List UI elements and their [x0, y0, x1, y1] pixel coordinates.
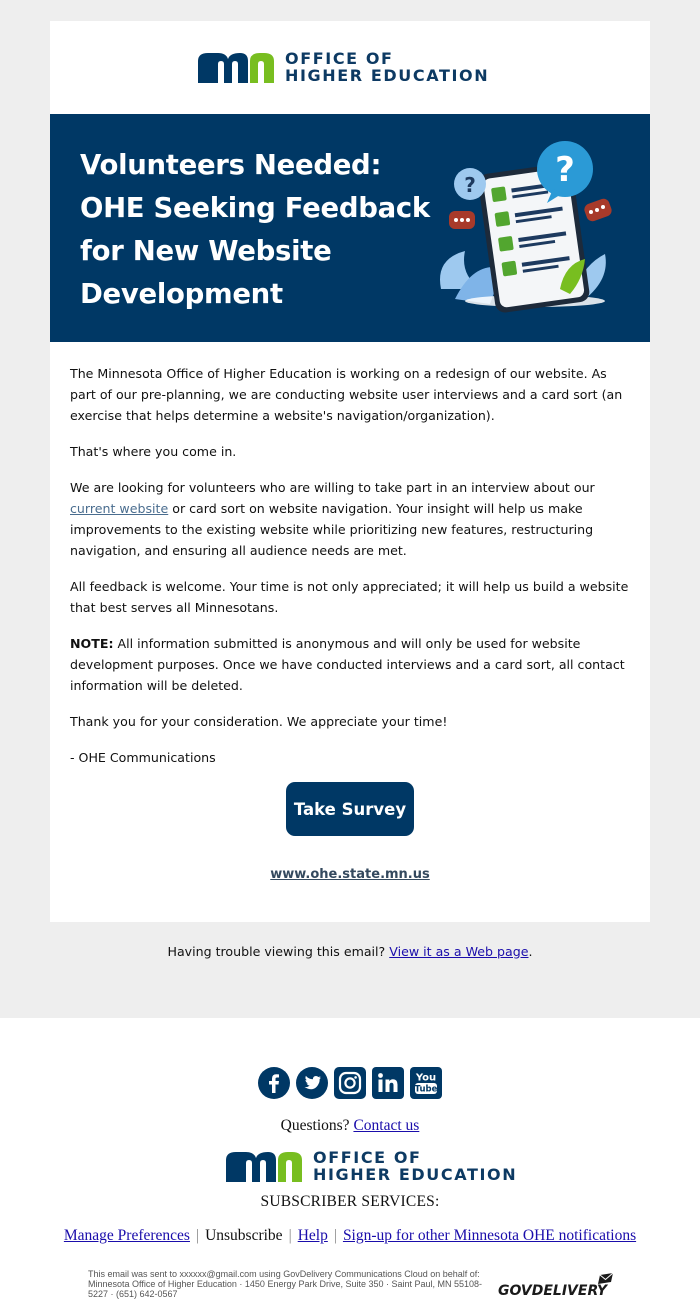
trouble-text: Having trouble viewing this email?: [167, 944, 390, 959]
ohe-logo[interactable]: [196, 49, 489, 85]
hero-title: [80, 144, 440, 316]
trouble-end: .: [528, 944, 533, 959]
signup-notifications-link[interactable]: Sign-up for other Minnesota OHE notifications: [342, 1227, 637, 1244]
instagram-icon[interactable]: [334, 1067, 366, 1099]
logo-line1: OFFICE OF: [285, 49, 394, 68]
help-link[interactable]: Help: [297, 1227, 328, 1244]
logo-text: [285, 50, 489, 84]
volunteers-paragraph: [70, 477, 630, 561]
youtube-icon[interactable]: [410, 1067, 442, 1099]
hero-title-line2: OHE Seeking Feedback: [80, 192, 430, 224]
volunteers-text-end: or card sort on website navigation. Your insight will help us make improvements to the existing website while prioritizing new features, restructuring navigation, and ensuring all audience needs are met.: [70, 501, 594, 558]
view-web-page-row: [0, 944, 700, 959]
manage-preferences-link[interactable]: Manage Preferences: [63, 1227, 190, 1244]
hero-title-line1: Volunteers Needed:: [80, 149, 382, 181]
subscriber-links: [0, 1227, 700, 1245]
linkedin-icon[interactable]: [372, 1067, 404, 1099]
fine-print: This email was sent to xxxxxx@gmail.com using GovDelivery Communications Cloud on behalf of: Minnesota Office of Higher Education · 1450 Energy Park Drive, Suite 350 · Saint Paul, MN 55108-5227 · (651) 642-0567: [88, 1269, 483, 1299]
social-icons-row: [258, 1067, 442, 1099]
svg-text:?: ?: [555, 150, 575, 190]
note-label: NOTE:: [70, 636, 114, 651]
feedback-paragraph: All feedback is welcome. Your time is not only appreciated; it will help us build a website that best serves all Minnesotans.: [70, 579, 629, 615]
current-website-link[interactable]: current website: [70, 501, 169, 516]
take-survey-button[interactable]: Take Survey: [286, 782, 414, 836]
view-web-page-link[interactable]: View it as a Web page: [389, 944, 529, 959]
separator: |: [195, 1227, 200, 1244]
youtube-label-tube: Tube: [414, 1084, 438, 1095]
survey-checklist-illustration: [435, 139, 620, 314]
subscriber-services-heading: SUBSCRIBER SERVICES:: [260, 1193, 440, 1210]
email-body: [70, 363, 630, 783]
thank-you-paragraph: Thank you for your consideration. We appreciate your time!: [70, 714, 448, 729]
questions-row: [0, 1117, 700, 1135]
questions-text: Questions?: [280, 1117, 354, 1134]
separator: |: [288, 1227, 292, 1244]
svg-text:?: ?: [464, 173, 476, 197]
mn-logo-mark: [196, 49, 276, 85]
logo-line2: HIGHER EDUCATION: [285, 66, 490, 85]
envelope-icon: [598, 1273, 613, 1284]
website-link[interactable]: www.ohe.state.mn.us: [270, 867, 430, 882]
facebook-icon[interactable]: [258, 1067, 290, 1099]
volunteers-text-start: We are looking for volunteers who are willing to take part in an interview about our: [70, 480, 595, 495]
hero-banner: [50, 114, 650, 342]
email-card: [50, 21, 650, 922]
footer-logo-line2: HIGHER EDUCATION: [313, 1165, 518, 1184]
govdelivery-wordmark: GOVDELIVERY: [498, 1283, 608, 1299]
note-paragraph: [70, 633, 630, 696]
footer-ohe-logo[interactable]: [224, 1148, 517, 1184]
hero-title-line4: Development: [80, 278, 283, 310]
footer-logo-text: [313, 1149, 517, 1183]
footer-mn-logo-mark: [224, 1148, 304, 1184]
hero-title-line3: for New Website: [80, 235, 332, 267]
youtube-label-you: You: [415, 1072, 437, 1084]
intro-paragraph: The Minnesota Office of Higher Education is working on a redesign of our website. As part of our pre-planning, we are conducting website user interviews and a card sort (an exercise that helps determine a website's navigation/organization).: [70, 366, 623, 423]
header-logo-row: [50, 21, 650, 114]
twitter-icon[interactable]: [296, 1067, 328, 1099]
note-text: All information submitted is anonymous and will only be used for website development purposes. Once we have conducted interviews and a card sort, all contact information will be deleted.: [70, 636, 625, 693]
govdelivery-logo[interactable]: [497, 1273, 615, 1299]
separator: |: [333, 1227, 337, 1244]
signoff: - OHE Communications: [70, 750, 216, 765]
unsubscribe-link[interactable]: Unsubscribe: [205, 1227, 283, 1244]
come-in-paragraph: That's where you come in.: [70, 444, 237, 459]
footer-logo-line1: OFFICE OF: [313, 1148, 422, 1167]
contact-us-link[interactable]: Contact us: [353, 1117, 420, 1134]
